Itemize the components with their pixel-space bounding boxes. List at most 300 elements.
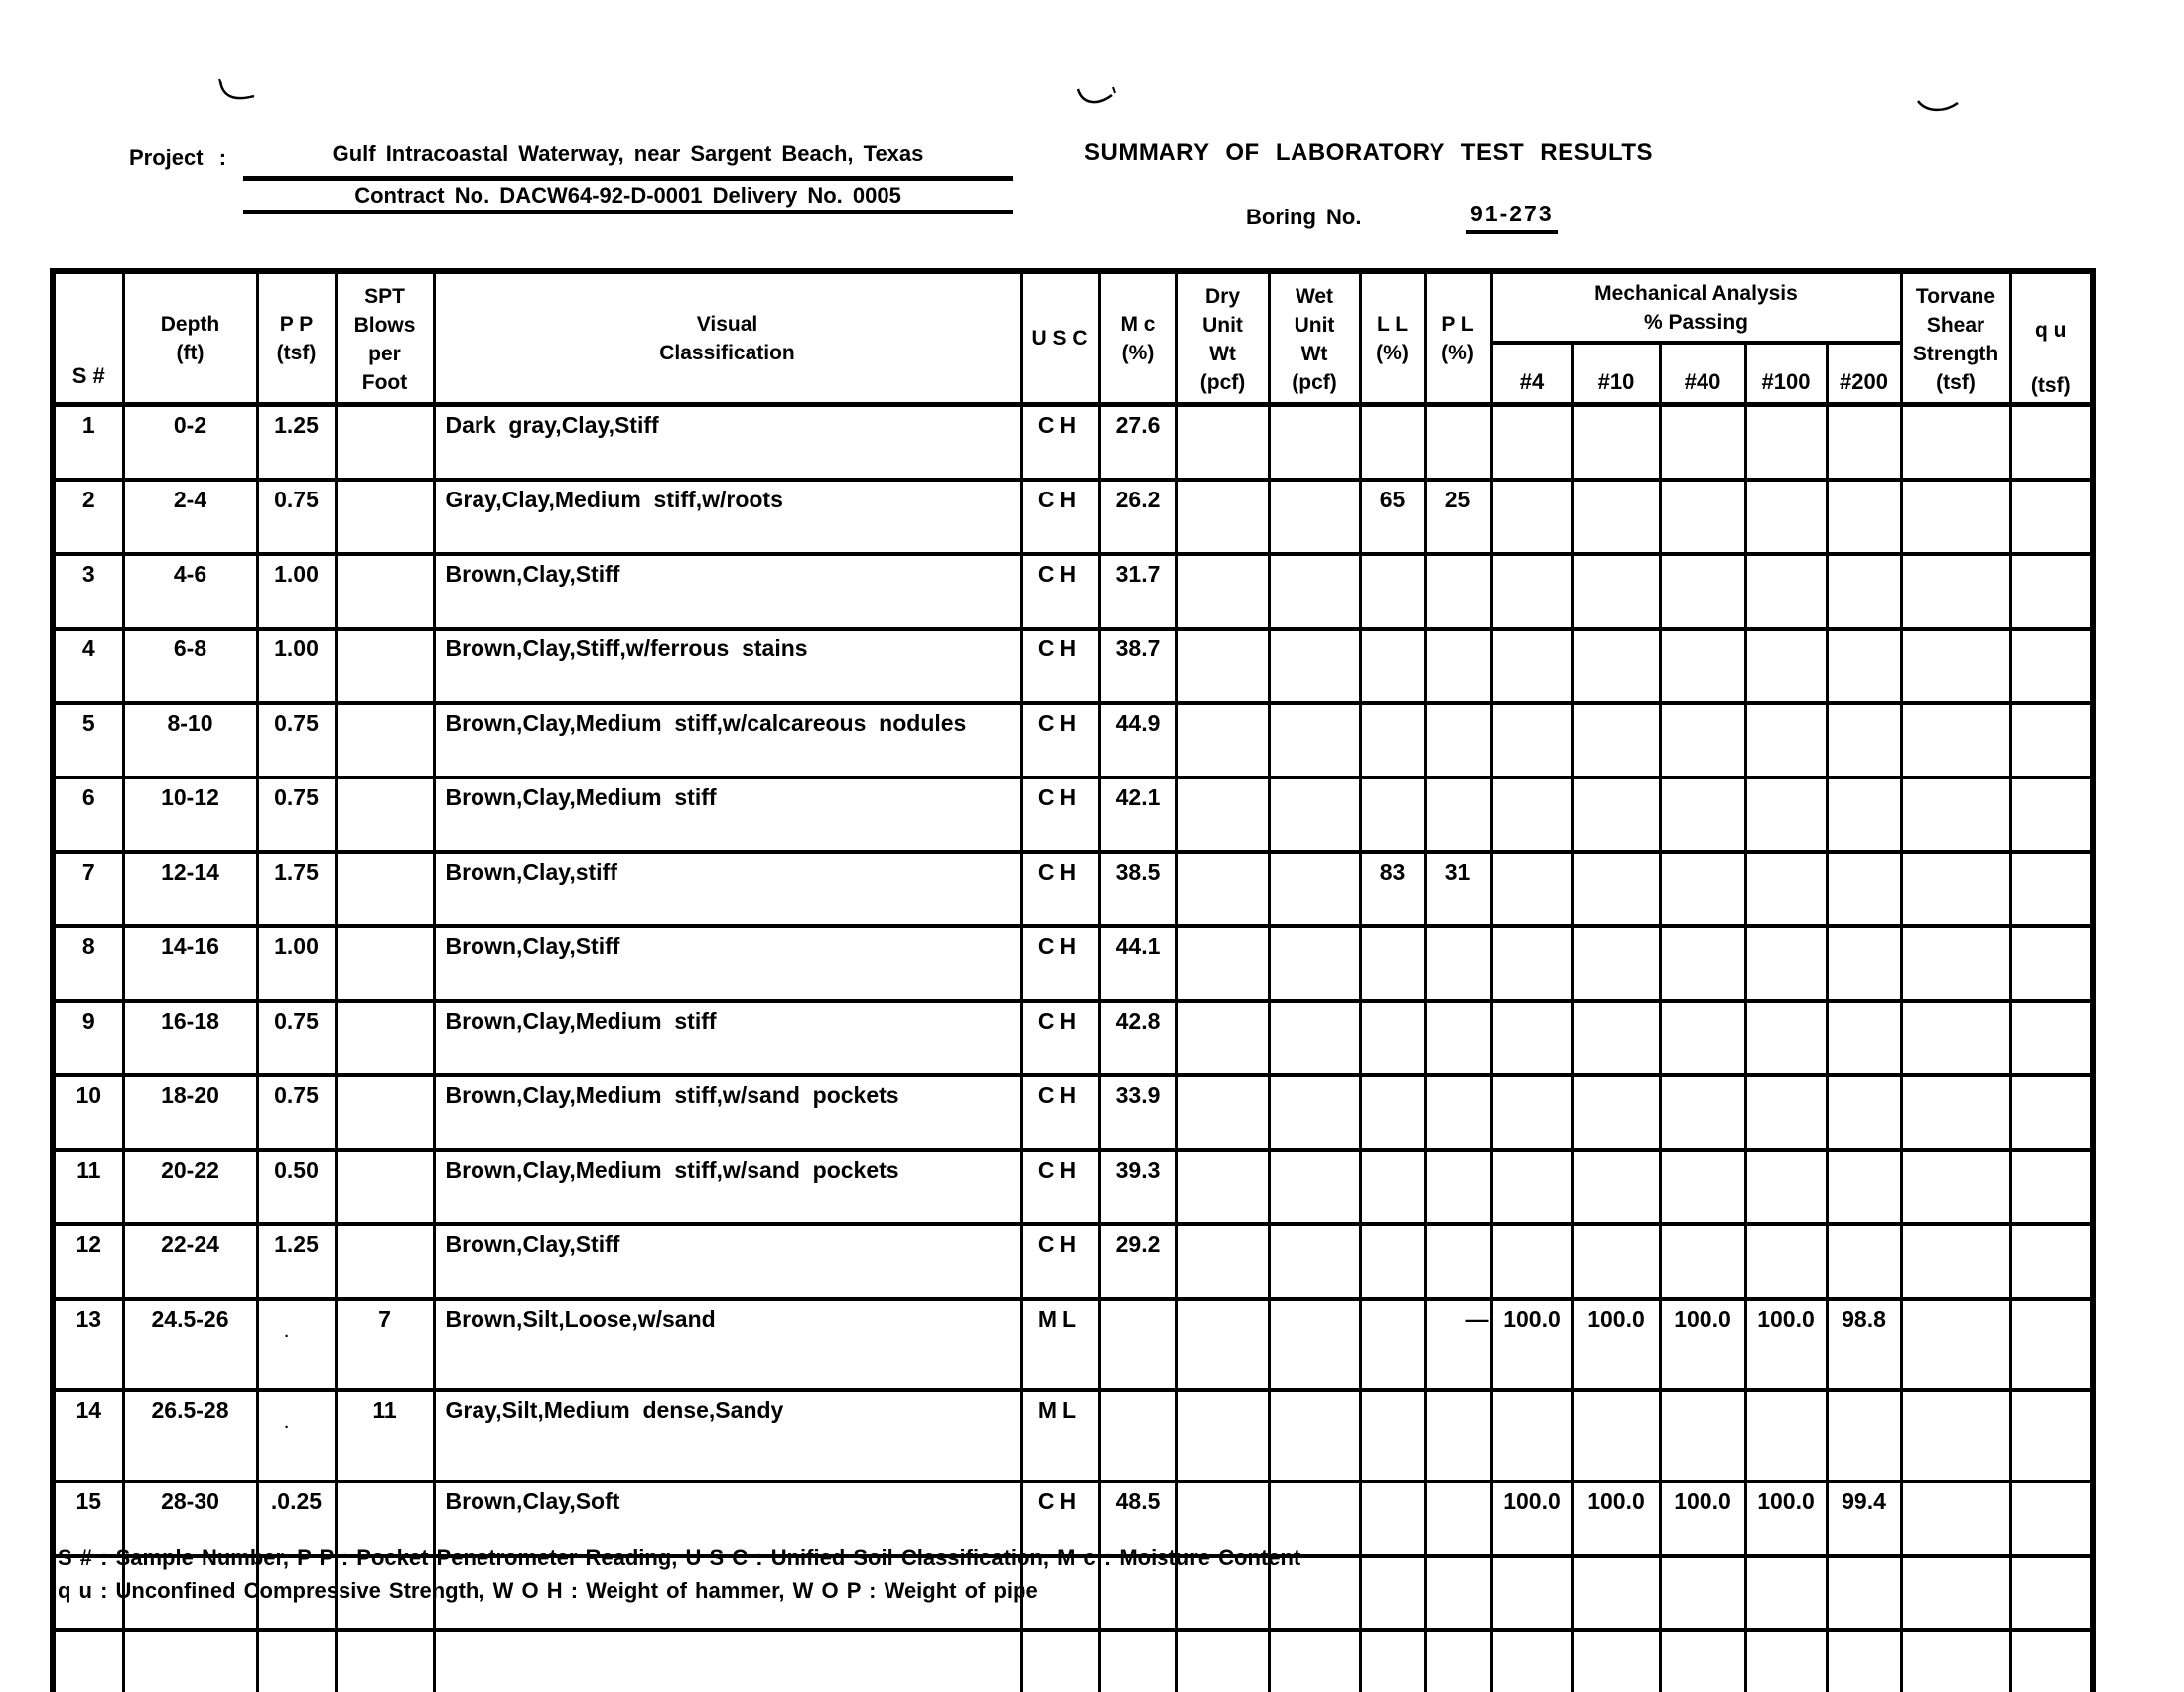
cell-s200 bbox=[1827, 480, 1901, 554]
table-row bbox=[53, 1630, 2093, 1692]
col-header-torvane-shear: Torvane Shear Strength (tsf) bbox=[1901, 271, 2010, 405]
cell-qu bbox=[2010, 1001, 2093, 1075]
cell-qu bbox=[2010, 1390, 2093, 1481]
cell-s10 bbox=[1572, 926, 1660, 1001]
cell-s4 bbox=[1491, 629, 1572, 703]
cell-mc: 29.2 bbox=[1099, 1224, 1176, 1299]
cell-s: 12 bbox=[53, 1224, 123, 1299]
cell-wet bbox=[1269, 554, 1360, 629]
cell-usc bbox=[1021, 1630, 1099, 1692]
cell-torvane bbox=[1901, 480, 2010, 554]
cell-dry bbox=[1176, 703, 1269, 777]
cell-spt bbox=[336, 777, 434, 852]
cell-s200 bbox=[1827, 926, 1901, 1001]
col-header-wet-unit-wt: Wet Unit Wt (pcf) bbox=[1269, 271, 1360, 405]
cell-ll bbox=[1360, 1150, 1425, 1224]
cell-ll bbox=[1360, 1481, 1425, 1556]
cell-ll bbox=[1360, 1630, 1425, 1692]
cell-s: 14 bbox=[53, 1390, 123, 1481]
cell-mc: 31.7 bbox=[1099, 554, 1176, 629]
cell-s: 1 bbox=[53, 405, 123, 481]
cell-s40 bbox=[1660, 480, 1745, 554]
cell-depth: 10-12 bbox=[123, 777, 257, 852]
cell-s10 bbox=[1572, 629, 1660, 703]
cell-wet bbox=[1269, 480, 1360, 554]
cell-qu bbox=[2010, 926, 2093, 1001]
cell-dry bbox=[1176, 1075, 1269, 1150]
cell-pl bbox=[1425, 703, 1491, 777]
cell-s100 bbox=[1745, 1150, 1827, 1224]
cell-pp: 1.25 bbox=[257, 1224, 336, 1299]
table-row bbox=[53, 1150, 2093, 1224]
cell-qu bbox=[2010, 480, 2093, 554]
cell-s40 bbox=[1660, 703, 1745, 777]
cell-wet bbox=[1269, 1075, 1360, 1150]
cell-s200: 98.8 bbox=[1827, 1299, 1901, 1390]
cell-spt: 7 bbox=[336, 1299, 434, 1390]
pen-squiggle-mark-icon bbox=[216, 77, 264, 107]
cell-pp: 0.75 bbox=[257, 703, 336, 777]
cell-pl bbox=[1425, 1075, 1491, 1150]
cell-s4 bbox=[1491, 1075, 1572, 1150]
cell-s10 bbox=[1572, 703, 1660, 777]
cell-usc: ML bbox=[1021, 1390, 1099, 1481]
cell-torvane bbox=[1901, 629, 2010, 703]
cell-visual bbox=[434, 1630, 1021, 1692]
cell-torvane bbox=[1901, 1075, 2010, 1150]
table-row bbox=[53, 1390, 2093, 1481]
cell-usc: CH bbox=[1021, 1001, 1099, 1075]
table-row bbox=[53, 852, 2093, 926]
cell-visual: Brown,Clay,Stiff,w/ferrous stains bbox=[434, 629, 1021, 703]
cell-depth: 26.5-28 bbox=[123, 1390, 257, 1481]
col-header-dry-unit-wt: Dry Unit Wt (pcf) bbox=[1176, 271, 1269, 405]
cell-dry bbox=[1176, 852, 1269, 926]
table-row bbox=[53, 1001, 2093, 1075]
cell-qu bbox=[2010, 1299, 2093, 1390]
cell-dry bbox=[1176, 777, 1269, 852]
cell-ll bbox=[1360, 554, 1425, 629]
cell-qu bbox=[2010, 1075, 2093, 1150]
cell-pl bbox=[1425, 1390, 1491, 1481]
cell-s100 bbox=[1745, 1630, 1827, 1692]
cell-s10 bbox=[1572, 1630, 1660, 1692]
cell-dry bbox=[1176, 926, 1269, 1001]
cell-s40 bbox=[1660, 1075, 1745, 1150]
cell-s100 bbox=[1745, 554, 1827, 629]
table-body bbox=[53, 405, 2093, 1692]
cell-pp: 1.25 bbox=[257, 405, 336, 481]
cell-spt bbox=[336, 1150, 434, 1224]
cell-torvane bbox=[1901, 852, 2010, 926]
cell-s10 bbox=[1572, 1224, 1660, 1299]
cell-qu bbox=[2010, 1224, 2093, 1299]
cell-s4 bbox=[1491, 405, 1572, 481]
col-header-spt-blows: SPT Blows per Foot bbox=[336, 271, 434, 405]
cell-s4 bbox=[1491, 554, 1572, 629]
cell-s10: 100.0 bbox=[1572, 1299, 1660, 1390]
cell-s40 bbox=[1660, 777, 1745, 852]
cell-s100 bbox=[1745, 703, 1827, 777]
cell-pl bbox=[1425, 1224, 1491, 1299]
cell-pl bbox=[1425, 1001, 1491, 1075]
cell-ll bbox=[1360, 777, 1425, 852]
cell-dry bbox=[1176, 629, 1269, 703]
cell-spt bbox=[336, 1001, 434, 1075]
cell-dry bbox=[1176, 1630, 1269, 1692]
cell-s40 bbox=[1660, 1224, 1745, 1299]
cell-s200 bbox=[1827, 1075, 1901, 1150]
pen-squiggle-mark-icon bbox=[1072, 81, 1120, 111]
cell-ll: 65 bbox=[1360, 480, 1425, 554]
cell-wet bbox=[1269, 1630, 1360, 1692]
cell-s40: 100.0 bbox=[1660, 1481, 1745, 1556]
cell-spt bbox=[336, 480, 434, 554]
cell-usc: CH bbox=[1021, 629, 1099, 703]
cell-spt bbox=[336, 1630, 434, 1692]
cell-torvane bbox=[1901, 1150, 2010, 1224]
cell-pl bbox=[1425, 405, 1491, 481]
cell-s: 7 bbox=[53, 852, 123, 926]
table-row bbox=[53, 777, 2093, 852]
cell-s40 bbox=[1660, 554, 1745, 629]
cell-s200 bbox=[1827, 1001, 1901, 1075]
cell-s10 bbox=[1572, 1001, 1660, 1075]
cell-dry bbox=[1176, 405, 1269, 481]
cell-s4 bbox=[1491, 1224, 1572, 1299]
cell-dry bbox=[1176, 480, 1269, 554]
cell-s200 bbox=[1827, 554, 1901, 629]
col-header-pp: P P (tsf) bbox=[257, 271, 336, 405]
cell-s10 bbox=[1572, 1150, 1660, 1224]
cell-s: 6 bbox=[53, 777, 123, 852]
cell-usc: CH bbox=[1021, 1224, 1099, 1299]
cell-ll bbox=[1360, 926, 1425, 1001]
cell-s40: 100.0 bbox=[1660, 1299, 1745, 1390]
cell-spt bbox=[336, 554, 434, 629]
col-header-sieve-40: #40 bbox=[1660, 343, 1745, 405]
cell-usc: CH bbox=[1021, 777, 1099, 852]
cell-dry bbox=[1176, 1150, 1269, 1224]
lab-results-table bbox=[50, 268, 2096, 1692]
page-title: SUMMARY OF LABORATORY TEST RESULTS bbox=[1084, 139, 1654, 166]
cell-s4: 100.0 bbox=[1491, 1481, 1572, 1556]
cell-depth: 22-24 bbox=[123, 1224, 257, 1299]
cell-spt bbox=[336, 405, 434, 481]
cell-wet bbox=[1269, 405, 1360, 481]
cell-visual: Gray,Silt,Medium dense,Sandy bbox=[434, 1390, 1021, 1481]
legend-line-2: q u : Unconfined Compressive Strength, W O H : Weight of hammer, W O P : Weight of pipe bbox=[58, 1578, 1038, 1603]
cell-s10 bbox=[1572, 480, 1660, 554]
cell-visual: Dark gray,Clay,Stiff bbox=[434, 405, 1021, 481]
cell-qu bbox=[2010, 777, 2093, 852]
cell-s4 bbox=[1491, 777, 1572, 852]
cell-dry bbox=[1176, 1224, 1269, 1299]
cell-pl: 25 bbox=[1425, 480, 1491, 554]
table-row bbox=[53, 554, 2093, 629]
cell-visual: Brown,Silt,Loose,w/sand bbox=[434, 1299, 1021, 1390]
cell-mc: 33.9 bbox=[1099, 1075, 1176, 1150]
cell-qu bbox=[2010, 1481, 2093, 1556]
cell-depth: 0-2 bbox=[123, 405, 257, 481]
cell-depth: 6-8 bbox=[123, 629, 257, 703]
cell-s100: 100.0 bbox=[1745, 1481, 1827, 1556]
cell-s: 4 bbox=[53, 629, 123, 703]
cell-usc: CH bbox=[1021, 852, 1099, 926]
cell-depth: 2-4 bbox=[123, 480, 257, 554]
cell-visual: Brown,Clay,Medium stiff bbox=[434, 1001, 1021, 1075]
cell-depth: 14-16 bbox=[123, 926, 257, 1001]
cell-s100 bbox=[1745, 1075, 1827, 1150]
cell-torvane bbox=[1901, 777, 2010, 852]
cell-s40 bbox=[1660, 1630, 1745, 1692]
cell-s: 13 bbox=[53, 1299, 123, 1390]
cell-s40 bbox=[1660, 852, 1745, 926]
cell-wet bbox=[1269, 703, 1360, 777]
cell-s10: 100.0 bbox=[1572, 1481, 1660, 1556]
cell-s: 2 bbox=[53, 480, 123, 554]
cell-depth: 4-6 bbox=[123, 554, 257, 629]
cell-dry bbox=[1176, 1299, 1269, 1390]
cell-pl: — bbox=[1425, 1299, 1491, 1390]
cell-visual: Brown,Clay,Medium stiff bbox=[434, 777, 1021, 852]
cell-pl bbox=[1425, 1630, 1491, 1692]
cell-s4 bbox=[1491, 852, 1572, 926]
cell-depth bbox=[123, 1630, 257, 1692]
cell-usc: CH bbox=[1021, 1481, 1099, 1556]
col-header-qu: q u (tsf) bbox=[2010, 271, 2093, 405]
cell-s100 bbox=[1745, 1556, 1827, 1630]
cell-mc: 42.8 bbox=[1099, 1001, 1176, 1075]
cell-ll bbox=[1360, 1299, 1425, 1390]
cell-pl bbox=[1425, 777, 1491, 852]
cell-s10 bbox=[1572, 405, 1660, 481]
cell-visual: Brown,Clay,Stiff bbox=[434, 554, 1021, 629]
cell-s10 bbox=[1572, 1075, 1660, 1150]
cell-s40 bbox=[1660, 1150, 1745, 1224]
cell-wet bbox=[1269, 777, 1360, 852]
cell-qu bbox=[2010, 405, 2093, 481]
cell-ll bbox=[1360, 405, 1425, 481]
cell-qu bbox=[2010, 703, 2093, 777]
cell-s4 bbox=[1491, 703, 1572, 777]
cell-spt bbox=[336, 1224, 434, 1299]
cell-s200 bbox=[1827, 629, 1901, 703]
table-header bbox=[53, 271, 2093, 405]
project-value: Gulf Intracoastal Waterway, near Sargent Beach, Texas bbox=[332, 141, 924, 166]
cell-torvane bbox=[1901, 1299, 2010, 1390]
cell-mc bbox=[1099, 1630, 1176, 1692]
cell-usc: CH bbox=[1021, 1075, 1099, 1150]
cell-visual: Brown,Clay,stiff bbox=[434, 852, 1021, 926]
cell-s100 bbox=[1745, 480, 1827, 554]
cell-spt bbox=[336, 1075, 434, 1150]
cell-pl bbox=[1425, 629, 1491, 703]
cell-s40 bbox=[1660, 926, 1745, 1001]
cell-s4 bbox=[1491, 1630, 1572, 1692]
cell-visual: Gray,Clay,Medium stiff,w/roots bbox=[434, 480, 1021, 554]
cell-pp: .0.25 bbox=[257, 1481, 336, 1556]
cell-mc: 27.6 bbox=[1099, 405, 1176, 481]
col-header-sieve-10: #10 bbox=[1572, 343, 1660, 405]
cell-dry bbox=[1176, 1001, 1269, 1075]
col-header-sieve-4: #4 bbox=[1491, 343, 1572, 405]
cell-spt bbox=[336, 926, 434, 1001]
cell-pp: 0.75 bbox=[257, 777, 336, 852]
cell-torvane bbox=[1901, 554, 2010, 629]
cell-depth: 8-10 bbox=[123, 703, 257, 777]
cell-pp: 0.50 bbox=[257, 1150, 336, 1224]
cell-mc bbox=[1099, 1299, 1176, 1390]
cell-usc: CH bbox=[1021, 480, 1099, 554]
table-row bbox=[53, 629, 2093, 703]
cell-s200 bbox=[1827, 405, 1901, 481]
cell-s100 bbox=[1745, 1001, 1827, 1075]
col-header-usc: U S C bbox=[1021, 271, 1099, 405]
table-row bbox=[53, 1299, 2093, 1390]
cell-depth: 16-18 bbox=[123, 1001, 257, 1075]
cell-mc: 38.5 bbox=[1099, 852, 1176, 926]
cell-s40 bbox=[1660, 1390, 1745, 1481]
cell-s100 bbox=[1745, 1224, 1827, 1299]
cell-s: 11 bbox=[53, 1150, 123, 1224]
cell-s4 bbox=[1491, 480, 1572, 554]
table-row bbox=[53, 480, 2093, 554]
cell-pp: 1.75 bbox=[257, 852, 336, 926]
cell-usc: CH bbox=[1021, 703, 1099, 777]
boring-no-label: Boring No. bbox=[1246, 205, 1362, 229]
cell-ll bbox=[1360, 1075, 1425, 1150]
cell-s100 bbox=[1745, 926, 1827, 1001]
cell-qu bbox=[2010, 554, 2093, 629]
table-row bbox=[53, 1224, 2093, 1299]
cell-usc: ML bbox=[1021, 1299, 1099, 1390]
col-header-plastic-limit: P L (%) bbox=[1425, 271, 1491, 405]
cell-wet bbox=[1269, 1299, 1360, 1390]
col-header-liquid-limit: L L (%) bbox=[1360, 271, 1425, 405]
cell-s100 bbox=[1745, 405, 1827, 481]
cell-usc: CH bbox=[1021, 1150, 1099, 1224]
cell-s: 8 bbox=[53, 926, 123, 1001]
cell-s40 bbox=[1660, 1001, 1745, 1075]
cell-wet bbox=[1269, 1224, 1360, 1299]
cell-torvane bbox=[1901, 1556, 2010, 1630]
cell-s: 10 bbox=[53, 1075, 123, 1150]
cell-s200 bbox=[1827, 777, 1901, 852]
cell-s40 bbox=[1660, 629, 1745, 703]
cell-s bbox=[53, 1630, 123, 1692]
cell-torvane bbox=[1901, 405, 2010, 481]
cell-mc: 48.5 bbox=[1099, 1481, 1176, 1556]
cell-s4 bbox=[1491, 926, 1572, 1001]
legend-line-1: S # : Sample Number, P P : Pocket Penetrometer Reading, U S C : Unified Soil Classification, M c : Moisture Content bbox=[58, 1545, 1301, 1570]
cell-s: 5 bbox=[53, 703, 123, 777]
cell-torvane bbox=[1901, 703, 2010, 777]
cell-torvane bbox=[1901, 1390, 2010, 1481]
cell-torvane bbox=[1901, 1001, 2010, 1075]
cell-qu bbox=[2010, 1630, 2093, 1692]
cell-mc: 42.1 bbox=[1099, 777, 1176, 852]
cell-s4 bbox=[1491, 1001, 1572, 1075]
cell-pl bbox=[1425, 1150, 1491, 1224]
cell-mc: 38.7 bbox=[1099, 629, 1176, 703]
cell-qu bbox=[2010, 629, 2093, 703]
table-row bbox=[53, 926, 2093, 1001]
cell-torvane bbox=[1901, 926, 2010, 1001]
cell-s10 bbox=[1572, 1556, 1660, 1630]
cell-pl bbox=[1425, 926, 1491, 1001]
cell-visual: Brown,Clay,Stiff bbox=[434, 926, 1021, 1001]
contract-value: Contract No. DACW64-92-D-0001 Delivery No. 0005 bbox=[354, 183, 901, 208]
cell-s100 bbox=[1745, 852, 1827, 926]
col-header-visual-classification: Visual Classification bbox=[434, 271, 1021, 405]
cell-s100 bbox=[1745, 1390, 1827, 1481]
cell-dry bbox=[1176, 554, 1269, 629]
col-header-sieve-100: #100 bbox=[1745, 343, 1827, 405]
cell-s200 bbox=[1827, 1224, 1901, 1299]
cell-qu bbox=[2010, 852, 2093, 926]
cell-s4 bbox=[1491, 1390, 1572, 1481]
col-header-mechanical-analysis: Mechanical Analysis % Passing bbox=[1491, 271, 1901, 343]
cell-s200 bbox=[1827, 1390, 1901, 1481]
cell-pp: 1.00 bbox=[257, 926, 336, 1001]
cell-spt bbox=[336, 629, 434, 703]
cell-s100: 100.0 bbox=[1745, 1299, 1827, 1390]
cell-visual: Brown,Clay,Medium stiff,w/sand pockets bbox=[434, 1150, 1021, 1224]
cell-usc: CH bbox=[1021, 926, 1099, 1001]
table-row bbox=[53, 405, 2093, 481]
cell-pp: · bbox=[257, 1299, 336, 1390]
col-header-moisture-content: M c (%) bbox=[1099, 271, 1176, 405]
cell-s4 bbox=[1491, 1150, 1572, 1224]
cell-spt bbox=[336, 703, 434, 777]
pen-squiggle-mark-icon bbox=[1914, 95, 1966, 119]
cell-s10 bbox=[1572, 777, 1660, 852]
cell-ll bbox=[1360, 1001, 1425, 1075]
cell-pl bbox=[1425, 554, 1491, 629]
cell-ll bbox=[1360, 1390, 1425, 1481]
cell-torvane bbox=[1901, 1224, 2010, 1299]
cell-pl: 31 bbox=[1425, 852, 1491, 926]
cell-ll: 83 bbox=[1360, 852, 1425, 926]
cell-depth: 20-22 bbox=[123, 1150, 257, 1224]
project-label: Project : bbox=[129, 145, 227, 170]
col-header-depth: Depth (ft) bbox=[123, 271, 257, 405]
cell-pp: · bbox=[257, 1390, 336, 1481]
cell-ll bbox=[1360, 629, 1425, 703]
cell-pp: 1.00 bbox=[257, 629, 336, 703]
contract-underline bbox=[243, 210, 1013, 214]
cell-pp: 0.75 bbox=[257, 480, 336, 554]
cell-depth: 24.5-26 bbox=[123, 1299, 257, 1390]
cell-qu bbox=[2010, 1150, 2093, 1224]
project-underline bbox=[243, 176, 1013, 181]
cell-pl bbox=[1425, 1556, 1491, 1630]
cell-ll bbox=[1360, 1556, 1425, 1630]
cell-s40 bbox=[1660, 1556, 1745, 1630]
cell-pl bbox=[1425, 1481, 1491, 1556]
cell-s40 bbox=[1660, 405, 1745, 481]
cell-s100 bbox=[1745, 777, 1827, 852]
cell-mc: 44.1 bbox=[1099, 926, 1176, 1001]
cell-wet bbox=[1269, 1001, 1360, 1075]
cell-visual: Brown,Clay,Stiff bbox=[434, 1224, 1021, 1299]
col-header-sample-number: S # bbox=[53, 271, 123, 405]
cell-wet bbox=[1269, 926, 1360, 1001]
cell-ll bbox=[1360, 1224, 1425, 1299]
cell-s200 bbox=[1827, 1630, 1901, 1692]
table-row bbox=[53, 1075, 2093, 1150]
